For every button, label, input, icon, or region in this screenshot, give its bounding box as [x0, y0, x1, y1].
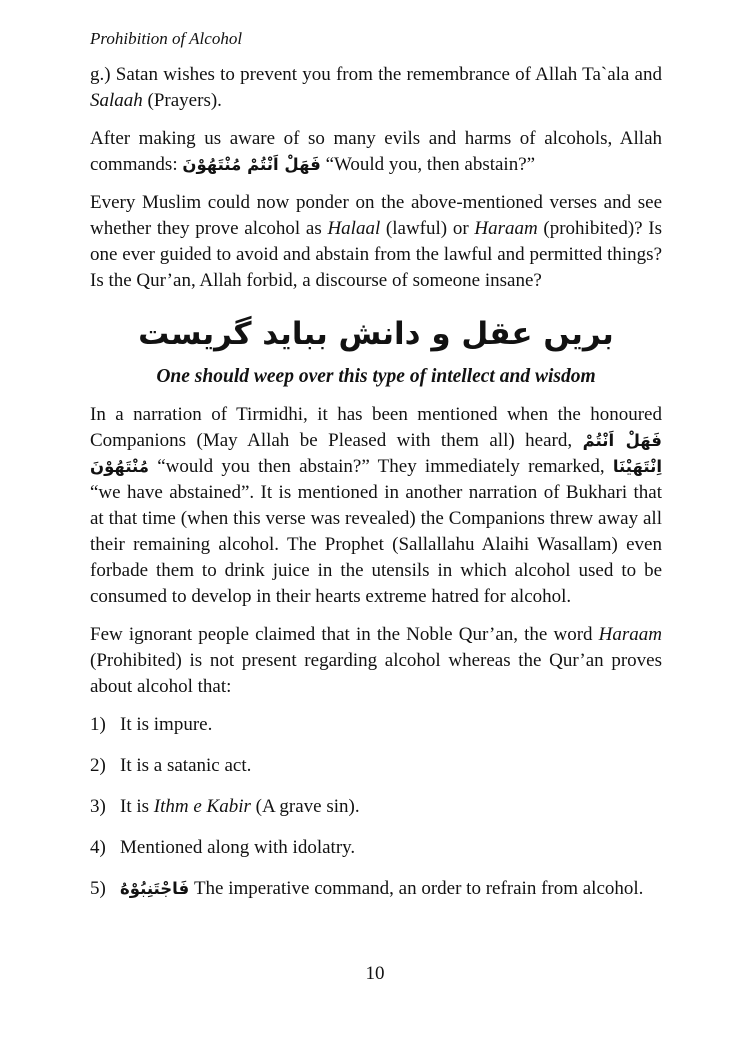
list-item — [90, 794, 662, 820]
paragraph-text: Few ignorant people claimed that in the Noble Qur’an, the word — [90, 624, 599, 645]
list-item-text — [120, 794, 662, 820]
list-item-text-part: It is — [120, 796, 154, 817]
arabic-phrase-intahayna: اِنْتَهَيْنَا — [612, 457, 662, 476]
paragraph-text: Every Muslim could now ponder on the above-mentioned verses and see whether they prove alcohol as — [90, 192, 662, 239]
italic-term-salaah: Salaah — [90, 90, 143, 111]
list-item-number: 4) — [90, 837, 106, 858]
italic-term-ithm-e-kabir: Ithm e Kabir — [153, 796, 251, 817]
list-item-text-part: (A grave sin). — [250, 796, 360, 817]
list-item — [90, 876, 662, 902]
italic-term-haraam: Haraam — [474, 218, 538, 239]
paragraph-text: In a narration of Tirmidhi, it has been mentioned when the honoured Companions (May Allah be Pleased with them all) heard, — [90, 404, 662, 451]
paragraph-text: “would you then abstain?” They immediately remarked, — [149, 456, 613, 477]
list-item-text — [120, 876, 662, 902]
paragraph-text: g.) Satan wishes to prevent you from the remembrance of Allah Ta`ala and — [90, 64, 662, 85]
italic-term-haraam: Haraam — [598, 624, 662, 645]
numbered-list-alcohol-proofs — [90, 712, 662, 902]
paragraph-text: (prohibited)? Is one ever guided to avoid and abstain from the lawful and permitted things? Is the Qur’an, Allah forbid, a discourse of someone insane? — [90, 218, 663, 291]
paragraph-text: (Prayers). — [142, 90, 222, 111]
paragraph-tirmidhi-narration — [90, 402, 662, 610]
paragraph-satan-item-g — [90, 62, 662, 114]
persian-calligraphy-couplet: بریں عقل و دانش بباید گریست — [138, 316, 614, 352]
list-item-number: 2) — [90, 755, 106, 776]
list-item-text: It is impure. — [120, 714, 213, 735]
list-item-text: Mentioned along with idolatry. — [120, 837, 356, 858]
paragraph-text: (Prohibited) is not present regarding alcohol whereas the Qur’an proves about alcohol that: — [90, 650, 662, 697]
list-item-number: 1) — [90, 714, 106, 735]
running-header: Prohibition of Alcohol — [90, 29, 243, 48]
paragraph-few-ignorant — [90, 622, 662, 700]
italic-term-halaal: Halaal — [327, 218, 381, 239]
arabic-phrase-fajtaniboohu: فَاجْتَنِبُوْهُ — [120, 879, 190, 898]
couplet-translation-caption: One should weep over this type of intellect and wisdom — [156, 366, 596, 387]
arabic-verse-fahal-antum-muntahoon: فَهَلْ اَنْتُمْ مُنْتَهُوْنَ — [182, 155, 321, 174]
list-item-text-part: The imperative command, an order to refrain from alcohol. — [189, 878, 644, 899]
paragraph-text: (lawful) or — [380, 218, 475, 239]
list-item — [90, 712, 662, 738]
paragraph-text: “we have abstained”. It is mentioned in another narration of Bukhari that at that time (when this verse was revealed) the Companions threw away all their remaining alcohol. The Prophet (Sallallahu Alaihi Wasallam) even forbade them to drink juice in the utensils in which alcohol used to be consumed to develop in their hearts extreme hatred for alcohol. — [90, 482, 662, 607]
list-item-text: It is a satanic act. — [120, 755, 252, 776]
paragraph-text: After making us aware of so many evils and harms of alcohols, Allah commands: — [90, 128, 662, 175]
list-item — [90, 753, 662, 779]
list-item-number: 5) — [90, 878, 106, 899]
paragraph-every-muslim — [90, 190, 662, 294]
arabic-verse-fahal-antum-muntahoon: فَهَلْ اَنْتُمْ مُنْتَهُوْنَ — [90, 431, 662, 476]
list-item — [90, 835, 662, 861]
paragraph-allah-commands — [90, 126, 662, 178]
page-number: 10 — [365, 963, 385, 984]
paragraph-text: “Would you, then abstain?” — [320, 154, 536, 175]
list-item-number: 3) — [90, 796, 106, 817]
